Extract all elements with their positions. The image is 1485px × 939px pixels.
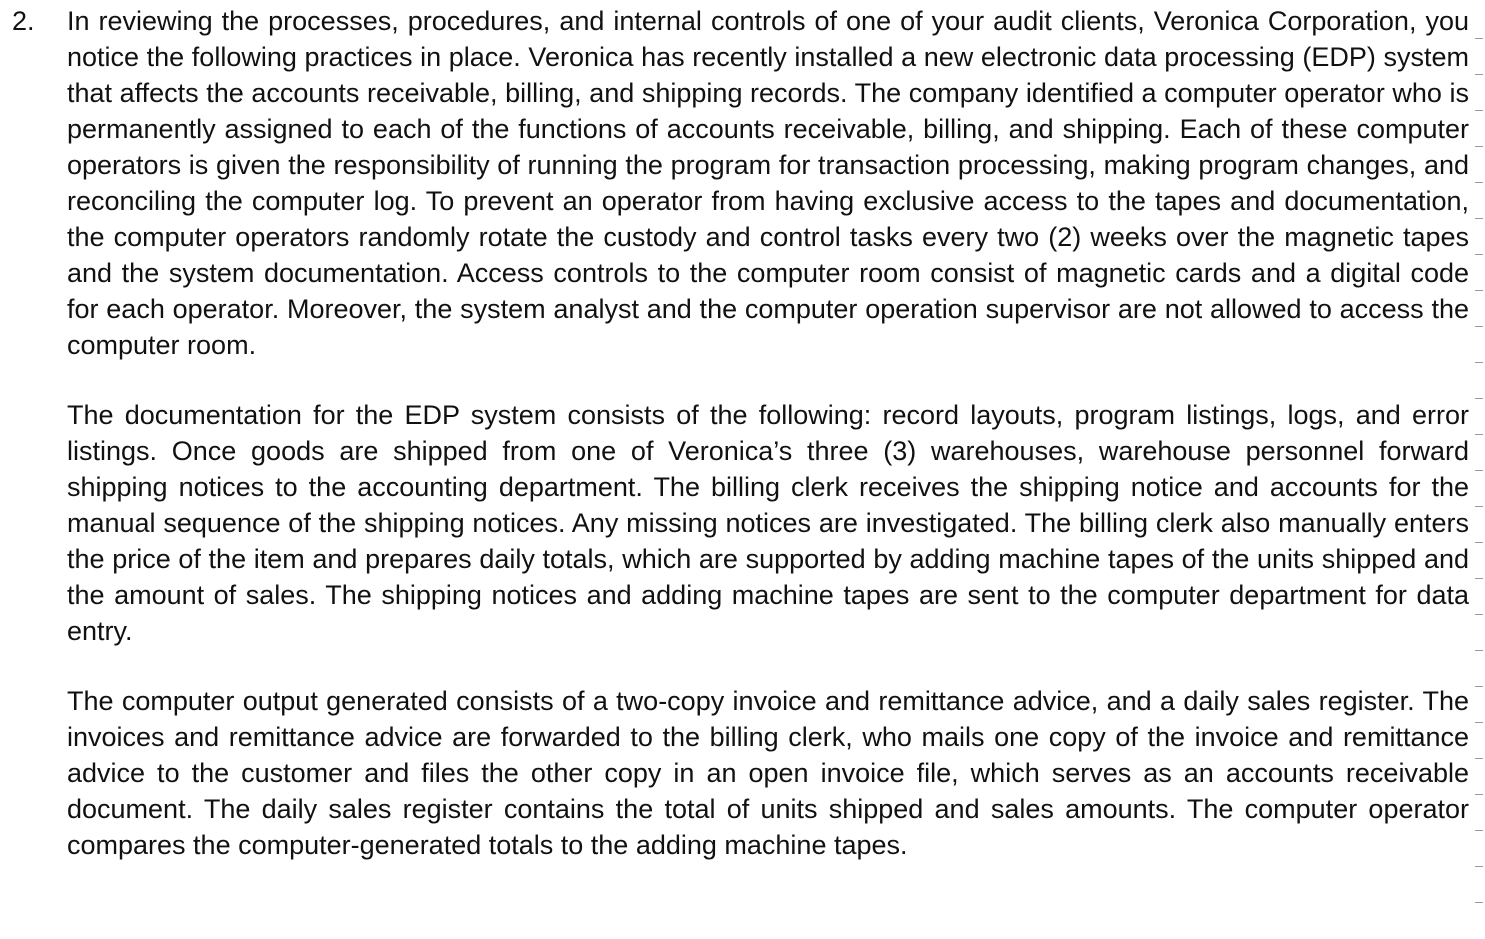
margin-mark xyxy=(1475,902,1483,903)
margin-mark xyxy=(1475,74,1483,75)
margin-mark xyxy=(1475,398,1483,399)
margin-mark xyxy=(1475,506,1483,507)
margin-mark xyxy=(1475,470,1483,471)
margin-mark xyxy=(1475,290,1483,291)
margin-mark xyxy=(1475,146,1483,147)
margin-mark xyxy=(1475,38,1483,39)
paragraph-1: In reviewing the processes, procedures, and internal controls of one of your audit clients, Veronica Corporation, you notice the following practices in place. Veronica has recently installed a new electronic data processing (EDP) system that affects the accounts receivable, billing, and shipping records. The company identified a computer operator who is permanently assigned to each of the functions of accounts receivable, billing, and shipping. Each of these computer operators is given the responsibility of running the program for transaction processing, making program changes, and reconciling the computer log. To prevent an operator from having exclusive access to the tapes and documentation, the computer operators randomly rotate the custody and control tasks every two (2) weeks over the magnetic tapes and the system documentation. Access controls to the computer room consist of magnetic cards and a digital code for each operator. Moreover, the system analyst and the computer operation supervisor are not allowed to access the computer room. xyxy=(67,6,1469,360)
margin-mark xyxy=(1475,362,1483,363)
margin-mark xyxy=(1475,542,1483,543)
margin-mark xyxy=(1475,650,1483,651)
paragraph-2: The documentation for the EDP system consists of the following: record layouts, program listings, logs, and error listings. Once goods are shipped from one of Veronica’s three (3) warehouses, warehouse personnel forward shipping notices to the accounting department. The billing clerk receives the shipping notice and accounts for the manual sequence of the shipping notices. Any missing notices are investigated. The billing clerk also manually enters the price of the item and prepares daily totals, which are supported by adding machine tapes of the units shipped and the amount of sales. The shipping notices and adding machine tapes are sent to the computer department for data entry. xyxy=(67,400,1469,646)
margin-mark xyxy=(1475,686,1483,687)
margin-mark xyxy=(1475,866,1483,867)
margin-mark xyxy=(1475,794,1483,795)
margin-mark xyxy=(1475,758,1483,759)
question-body xyxy=(67,3,1469,863)
margin-mark xyxy=(1475,182,1483,183)
margin-mark xyxy=(1475,110,1483,111)
margin-mark xyxy=(1475,254,1483,255)
right-margin-marks xyxy=(1473,0,1485,939)
question-number: 2. xyxy=(12,6,35,36)
paragraph-3: The computer output generated consists of a two-copy invoice and remittance advice, and a daily sales register. The invoices and remittance advice are forwarded to the billing clerk, who mails one copy of the invoice and remittance advice to the customer and files the other copy in an open invoice file, which serves as an accounts receivable document. The daily sales register contains the total of units shipped and sales amounts. The computer operator compares the computer-generated totals to the adding machine tapes. xyxy=(67,686,1469,860)
margin-mark xyxy=(1475,218,1483,219)
margin-mark xyxy=(1475,830,1483,831)
margin-mark xyxy=(1475,614,1483,615)
margin-mark xyxy=(1475,326,1483,327)
margin-mark xyxy=(1475,578,1483,579)
margin-mark xyxy=(1475,722,1483,723)
margin-mark xyxy=(1475,434,1483,435)
